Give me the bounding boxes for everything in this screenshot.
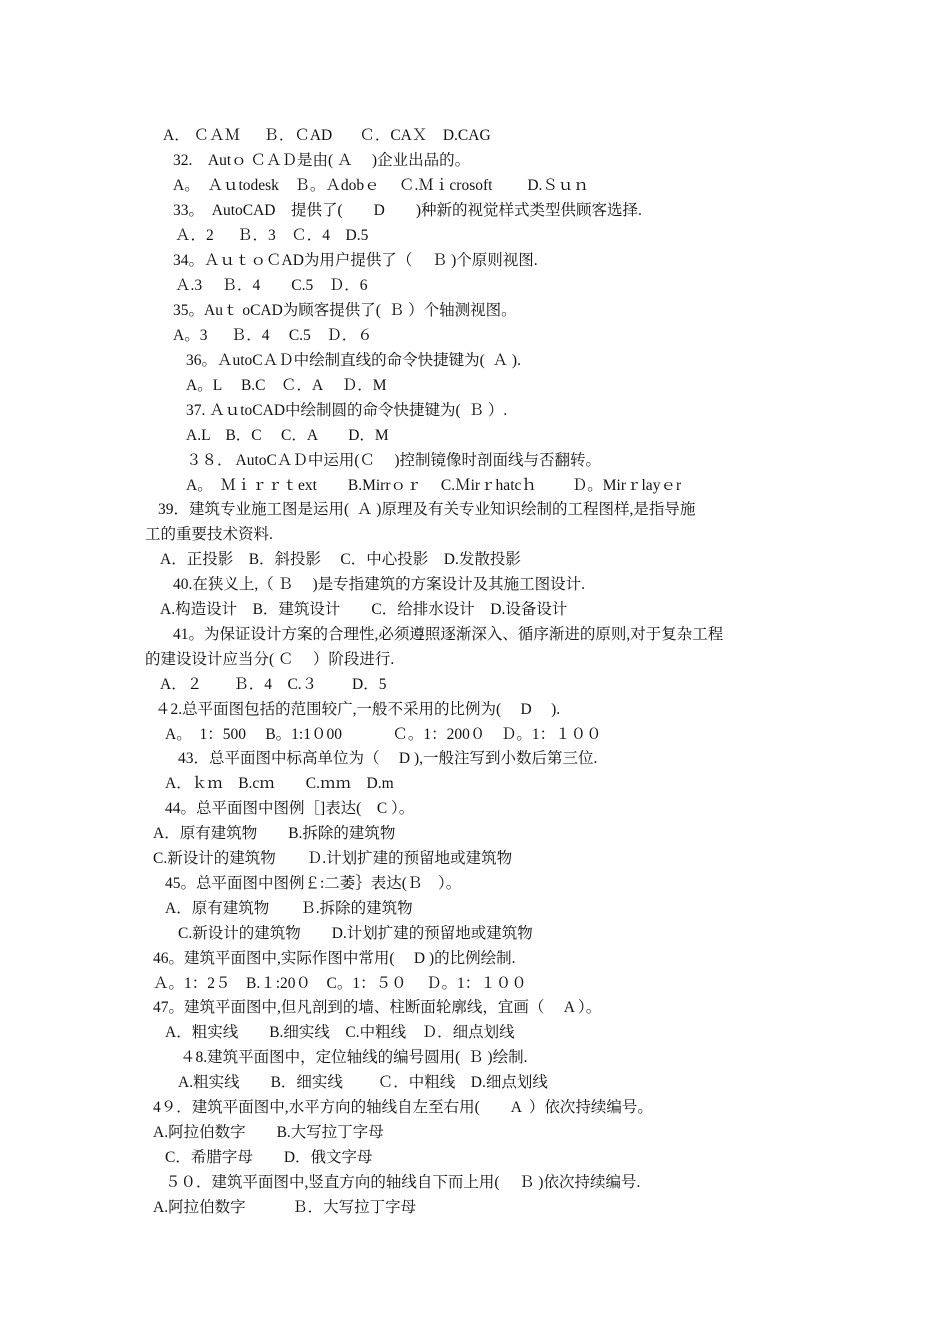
option-line: A。L B.C Ｃ．A Ｄ．M — [186, 377, 387, 394]
option-line: A。 1：500 B。1:1０00 Ｃ。1：200０ Ｄ。1：１００ — [165, 726, 602, 743]
option-line: Ａ．2 Ｂ．3 Ｃ．4 D.5 — [175, 227, 369, 244]
question-line-continued: 工的重要技术资料. — [145, 526, 273, 543]
option-line: A.构造设计 B．建筑设计 C．给排水设计 D.设备设计 — [160, 601, 568, 618]
question-line: 44。总平面图中图例［]表达( C ）。 — [165, 800, 415, 817]
question-line: 35。Auｔ oCAD为顾客提供了( Ｂ ）个轴测视图。 — [173, 302, 517, 319]
option-line: A．原有建筑物 B.拆除的建筑物 — [153, 825, 396, 842]
question-line: 40.在狭义上,（ Ｂ )是专指建筑的方案设计及其施工图设计. — [173, 576, 586, 593]
question-line: 36。ＡutoCＡＤ中绘制直线的命令快捷键为( Ａ ). — [186, 352, 521, 369]
question-line: 47。建筑平面图中,但凡剖到的墙、柱断面轮廓线，宜画（ A ）。 — [153, 999, 602, 1016]
option-line: A.L B．C C．A D．M — [186, 427, 389, 444]
option-line: A。3 Ｂ．4 C.5 Ｄ．６ — [173, 327, 373, 344]
question-line: 34。ＡｕｔｏＣAD为用户提供了（ Ｂ )个原则视图. — [173, 252, 538, 269]
option-line: A．２ Ｂ．4 C.３ D．5 — [160, 676, 387, 693]
question-line: ５０．建筑平面图中,竖直方向的轴线自下而上用( Ｂ )依次持续编号. — [165, 1174, 641, 1191]
question-line: 4９．建筑平面图中,水平方向的轴线自左至右用( A ）依次持续编号。 — [153, 1099, 653, 1116]
option-line: C.新设计的建筑物 Ｄ.计划扩建的预留地或建筑物 — [153, 850, 513, 867]
option-line: A．原有建筑物 Ｂ.拆除的建筑物 — [165, 900, 413, 917]
option-line: Ａ.3 Ｂ．4 C.5 Ｄ．6 — [175, 277, 368, 294]
question-line: ３８． AutoCＡＤ中运用(Ｃ )控制镜像时剖面线与否翻转。 — [186, 452, 602, 469]
question-line: 45。总平面图中图例￡:二萎｝表达(Ｂ ）。 — [165, 875, 462, 892]
question-line: 37. ＡｕtoCAD中绘制圆的命令快捷键为( Ｂ ）. — [186, 402, 508, 419]
question-line: 32. Autｏ ＣＡＤ是由( Ａ )企业出品的。 — [173, 152, 471, 169]
option-line: A．正投影 B．斜投影 C．中心投影 D.发散投影 — [160, 551, 521, 568]
question-line: 43．总平面图中标高单位为（ D ),一般注写到小数后第三位. — [178, 750, 598, 767]
option-line: A.粗实线 B．细实线 Ｃ．中粗线 D.细点划线 — [178, 1074, 548, 1091]
question-line: ４8.建筑平面图中，定位轴线的编号圆用( Ｂ )绘制. — [180, 1049, 528, 1066]
question-line: 46。建筑平面图中,实际作图中常用( D )的比例绘制. — [153, 950, 516, 967]
question-line-continued: 的建设设计应当分( Ｃ ）阶段进行. — [145, 651, 395, 668]
option-line: C．希腊字母 D．俄文字母 — [165, 1149, 373, 1166]
option-line: A． ＣＡＭ Ｂ．ＣAD Ｃ．CAＸ D.CAG — [163, 127, 491, 144]
question-line: 39．建筑专业施工图是运用( Ａ )原理及有关专业知识绘制的工程图样,是指导施 — [158, 501, 696, 518]
option-line: A．ｋｍ B.cｍ C.ｍｍ D.m — [165, 775, 394, 792]
option-line: A．粗实线 B.细实线 C.中粗线 Ｄ．细点划线 — [165, 1024, 515, 1041]
option-line: A.阿拉伯数字 B.大写拉丁字母 — [153, 1124, 384, 1141]
option-line: A。 Ａｕtodesk Ｂ。Ａdobｅ Ｃ.Ｍｉcrosoft D.Ｓｕｎ — [173, 177, 589, 194]
question-line: 33。 AutoCAD 提供了( D )种新的视觉样式类型供顾客选择. — [173, 202, 642, 219]
option-line: C.新设计的建筑物 D.计划扩建的预留地或建筑物 — [178, 925, 533, 942]
option-line: A。 Ｍｉｒｒｔext B.Mirrｏｒ C.Ｍirｒhatcｈ Ｄ。Mirｒlayｅr — [186, 477, 682, 494]
option-line: A.阿拉伯数字 Ｂ．大写拉丁字母 — [153, 1199, 417, 1216]
option-line: Ａ。1：2５ B.１:20０ C。1：５０ Ｄ。1：１００ — [153, 975, 527, 992]
question-line: ４2.总平面图包括的范围较广,一般不采用的比例为( D ). — [155, 701, 561, 718]
question-line: 41。为保证设计方案的合理性,必须遵照逐渐深入、循序渐进的原则,对于复杂工程 — [173, 626, 724, 643]
